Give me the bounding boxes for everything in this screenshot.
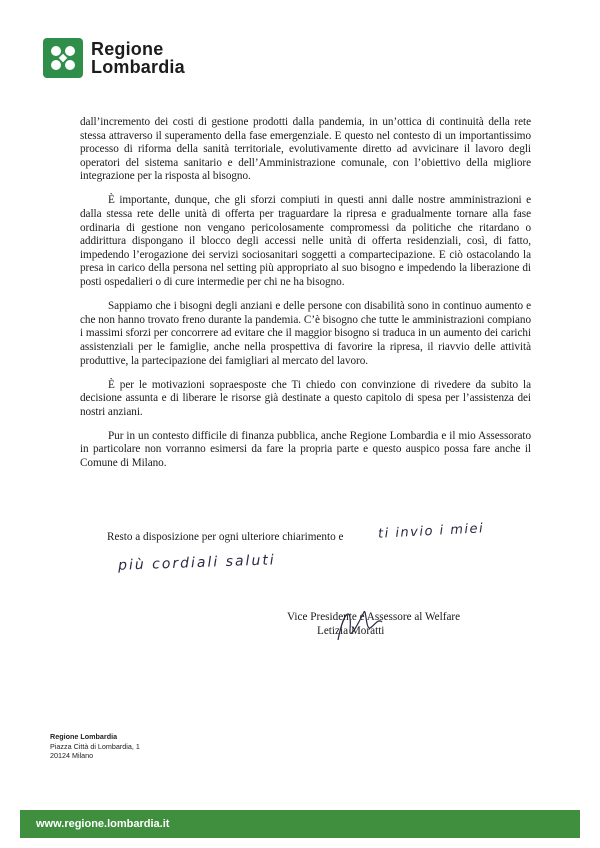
- website-link[interactable]: www.regione.lombardia.it: [36, 818, 170, 830]
- handwritten-signature: [330, 600, 390, 650]
- lombardia-rose-icon: [43, 38, 83, 78]
- paragraph-3: Sappiamo che i bisogni degli anziani e delle persone con disabilità sono in continuo aumento e che non hanno trovato freno durante la pandemia. C’è bisogno che tutte le amministrazioni compiano i massimi sforzi per concorrere ad evitare che il maggior bisogno si traduca in un aumento dei carichi assistenziali per le famiglie, anche nella prospettiva di favorire la ripresa, il riavvio delle attività produttive, la partecipazione dei famigliari al mercato del lavoro.: [80, 300, 531, 367]
- signatory-title: Vice Presidente e Assessore al Welfare: [287, 611, 461, 623]
- sender-address: [50, 732, 140, 761]
- closing-sentence: Resto a disposizione per ogni ulteriore chiarimento e: [107, 531, 344, 543]
- logo-wordmark: [91, 40, 185, 76]
- paragraph-1: dall’incremento dei costi di gestione prodotti dalla pandemia, in un’ottica di continuità della rete stessa attraverso il superamento della fase emergenziale. E questo nel contesto di un importantissimo processo di riforma della sanità territoriale, evolutivamente diretto ad avvicinare il lavoro degli operatori del sistema sanitario e dell’Amministrazione comunale, con l’obiettivo della migliore integrazione per la risposta al bisogno.: [80, 116, 531, 183]
- logo-line-1: Regione: [91, 39, 164, 59]
- regione-lombardia-logo: [43, 38, 185, 78]
- paragraph-5: Pur in un contesto difficile di finanza pubblica, anche Regione Lombardia e il mio Assessorato in particolare non vorranno esimersi da fare la propria parte e questo auspico possa fare anche il Comune di Milano.: [80, 429, 531, 470]
- letter-body: [80, 116, 531, 481]
- paragraph-2: È importante, dunque, che gli sforzi compiuti in questi anni dalle nostre amministrazioni e dalla stessa rete delle unità di offerta per traguardare la ripresa e gradualmente tornare alla fase ordinaria di gestione non vengano pericolosamente compromessi da politiche che ritardano o addirittura dispongano il blocco degli accessi nelle unità di offerta residenziali, così, di fatto, impedendo l’erogazione dei servizi sociosanitari soggetti a compartecipazione. E ciò ostacolando la presa in carico della persona nel setting più appropriato al suo bisogno e impedendo la liberazione di posti ospedalieri o di cure intermedie per chi ne ha bisogno.: [80, 194, 531, 289]
- address-org: Regione Lombardia: [50, 732, 118, 741]
- footer-bar: [20, 810, 580, 838]
- handwritten-note-2: più cordiali saluti: [117, 552, 276, 574]
- address-city: 20124 Milano: [50, 751, 94, 760]
- address-street: Piazza Città di Lombardia, 1: [50, 741, 140, 751]
- paragraph-4: È per le motivazioni sopraesposte che Ti chiedo con convinzione di rivedere da subito la decisione assunta e di liberare le risorse già destinate a questo capitolo di spesa per l’assistenza dei nostri anziani.: [80, 378, 531, 418]
- logo-line-2: Lombardia: [91, 57, 185, 77]
- handwritten-note-1: ti invio i miei: [377, 521, 485, 542]
- signatory-name: Letizia Moratti: [317, 625, 385, 637]
